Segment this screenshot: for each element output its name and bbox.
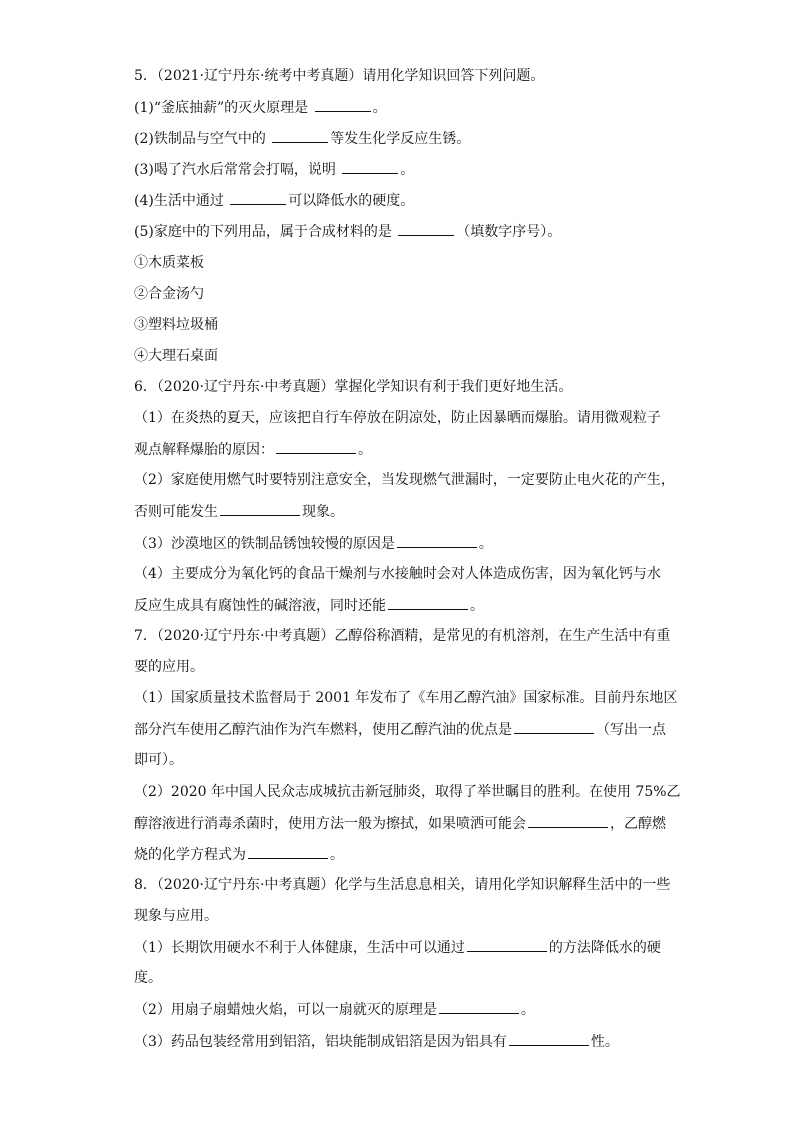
q8-part2-text: （2）用扇子扇蜡烛火焰，可以一扇就灭的原理是 bbox=[134, 1002, 437, 1018]
q6-part1-line1 bbox=[134, 408, 674, 428]
q5-option-2 bbox=[134, 284, 674, 304]
answer-blank[interactable] bbox=[467, 937, 547, 952]
q6-header-text: 6．（2020·辽宁丹东·中考真题）掌握化学知识有利于我们更好地生活。 bbox=[134, 379, 573, 395]
q6-part3 bbox=[134, 533, 674, 554]
q7-part2-end: 。 bbox=[330, 847, 344, 863]
q5-header bbox=[134, 66, 674, 86]
q7-header-text: 7．（2020·辽宁丹东·中考真题）乙醇俗称酒精，是常见的有机溶剂，在生产生活中有重 bbox=[134, 628, 671, 644]
q5-part5-text: (5)家庭中的下列用品，属于合成材料的是 bbox=[134, 224, 397, 240]
q5-option-3 bbox=[134, 315, 674, 335]
q7-part1-text: 部分汽车使用乙醇汽油作为汽车燃料，使用乙醇汽油的优点是 bbox=[134, 722, 512, 738]
q8-part1-text: （1）长期饮用硬水不利于人体健康，生活中可以通过 bbox=[134, 940, 465, 956]
option-text: ①木质菜板 bbox=[134, 255, 204, 271]
q7-part2-line3 bbox=[134, 844, 674, 865]
answer-blank[interactable] bbox=[439, 999, 519, 1014]
q5-part1-text: (1)“釜底抽薪”的灭火原理是 bbox=[134, 100, 313, 116]
q6-part2-end: 现象。 bbox=[302, 504, 344, 520]
q8-part1-text-end: 的方法降低水的硬 bbox=[548, 940, 661, 956]
q7-part1-text-end: （写出一点 bbox=[596, 722, 666, 738]
q6-part4-end: 。 bbox=[470, 598, 484, 614]
answer-blank[interactable] bbox=[528, 813, 608, 828]
q8-header-text: 现象与应用。 bbox=[134, 908, 218, 924]
q5-part4-end: 可以降低水的硬度。 bbox=[288, 193, 415, 209]
q5-part2 bbox=[134, 128, 674, 149]
q8-part3-end: 性。 bbox=[590, 1034, 619, 1050]
q7-part1-text: （1）国家质量技术监督局于 2001 年发布了《车用乙醇汽油》国家标准。目前丹东地区 bbox=[134, 690, 678, 706]
answer-blank[interactable] bbox=[514, 719, 594, 734]
q5-part3-end: 。 bbox=[400, 162, 415, 178]
q7-header-text: 要的应用。 bbox=[134, 659, 204, 675]
q5-part1-end: 。 bbox=[372, 100, 387, 116]
q6-part2-text: （2）家庭使用燃气时要特别注意安全，当发现燃气泄漏时，一定要防止电火花的产生， bbox=[134, 472, 675, 488]
q8-header-line2 bbox=[134, 906, 674, 926]
q7-part2-text: （2）2020 年中国人民众志成城抗击新冠肺炎，取得了举世瞩目的胜利。在使用 75%乙 bbox=[134, 784, 681, 800]
q7-part1-text: 即可）。 bbox=[134, 752, 183, 768]
q6-part1-text: 观点解释爆胎的原因： bbox=[134, 442, 274, 458]
answer-blank[interactable] bbox=[248, 844, 328, 859]
q6-part1-line2 bbox=[134, 439, 674, 460]
q5-part4 bbox=[134, 190, 674, 211]
q7-part2-text: 烧的化学方程式为 bbox=[134, 847, 246, 863]
q8-header-text: 8．（2020·辽宁丹东·中考真题）化学与生活息息相关，请用化学知识解释生活中的一些 bbox=[134, 877, 671, 893]
answer-blank[interactable] bbox=[315, 97, 371, 112]
q7-part2-line2 bbox=[134, 813, 674, 834]
answer-blank[interactable] bbox=[276, 439, 356, 454]
q8-part1-line1 bbox=[134, 937, 674, 958]
option-text: ③塑料垃圾桶 bbox=[134, 317, 218, 333]
q6-part3-text: （3）沙漠地区的铁制品锈蚀较慢的原因是 bbox=[134, 536, 395, 552]
q6-part2-text: 否则可能发生 bbox=[134, 504, 218, 520]
answer-blank[interactable] bbox=[398, 221, 454, 236]
q6-part4-text: 反应生成具有腐蚀性的碱溶液，同时还能 bbox=[134, 598, 386, 614]
q7-header-line1 bbox=[134, 626, 674, 646]
q7-part1-line3 bbox=[134, 750, 674, 770]
q5-part1 bbox=[134, 97, 674, 118]
answer-blank[interactable] bbox=[230, 190, 286, 205]
q5-header-text: 5．（2021·辽宁丹东·统考中考真题）请用化学知识回答下列问题。 bbox=[134, 68, 545, 84]
answer-blank[interactable] bbox=[220, 501, 300, 516]
option-text: ②合金汤勺 bbox=[134, 286, 204, 302]
q6-part2-line2 bbox=[134, 501, 674, 522]
q8-part1-line2 bbox=[134, 968, 674, 988]
q7-part1-line2 bbox=[134, 719, 674, 740]
q5-option-1 bbox=[134, 253, 674, 273]
q6-part3-end: 。 bbox=[478, 536, 493, 552]
answer-blank[interactable] bbox=[342, 159, 398, 174]
q8-part2 bbox=[134, 999, 674, 1020]
q6-part4-line1 bbox=[134, 564, 674, 584]
q6-part1-text: （1）在炎热的夏天，应该把自行车停放在阴凉处，防止因暴晒而爆胎。请用微观粒子 bbox=[134, 410, 661, 426]
q5-part2-end: 等发生化学反应生锈。 bbox=[330, 131, 471, 147]
q5-part3-text: (3)喝了汽水后常常会打嗝，说明 bbox=[134, 162, 341, 178]
q5-part2-text: (2)铁制品与空气中的 bbox=[134, 131, 271, 147]
q6-header bbox=[134, 377, 674, 397]
q5-part3 bbox=[134, 159, 674, 180]
answer-blank[interactable] bbox=[397, 533, 477, 548]
answer-blank[interactable] bbox=[272, 128, 328, 143]
q7-part2-line1 bbox=[134, 782, 681, 802]
q8-part3-text: （3）药品包装经常用到铝箔，铝块能制成铝箔是因为铝具有 bbox=[134, 1034, 507, 1050]
q7-header-line2 bbox=[134, 657, 674, 677]
q7-part2-text-end: ，乙醇燃 bbox=[610, 816, 666, 832]
q5-option-4 bbox=[134, 346, 674, 366]
q8-header-line1 bbox=[134, 875, 674, 895]
q5-part5-end: （填数字序号）。 bbox=[456, 224, 562, 240]
q5-part5 bbox=[134, 221, 674, 242]
q8-part2-end: 。 bbox=[520, 1002, 535, 1018]
q6-part4-text: （4）主要成分为氧化钙的食品干燥剂与水接触时会对人体造成伤害，因为氧化钙与水 bbox=[134, 566, 661, 582]
q7-part2-text: 醇溶液进行消毒杀菌时，使用方法一般为擦拭，如果喷洒可能会 bbox=[134, 816, 526, 832]
q8-part1-text: 度。 bbox=[134, 970, 162, 986]
q5-part4-text: (4)生活中通过 bbox=[134, 193, 229, 209]
q6-part2-line1 bbox=[134, 470, 674, 490]
answer-blank[interactable] bbox=[509, 1031, 589, 1046]
q7-part1-line1 bbox=[134, 688, 678, 708]
option-text: ④大理石桌面 bbox=[134, 348, 218, 364]
answer-blank[interactable] bbox=[388, 595, 468, 610]
q8-part3 bbox=[134, 1031, 674, 1052]
q6-part1-end: 。 bbox=[358, 442, 372, 458]
q6-part4-line2 bbox=[134, 595, 674, 616]
